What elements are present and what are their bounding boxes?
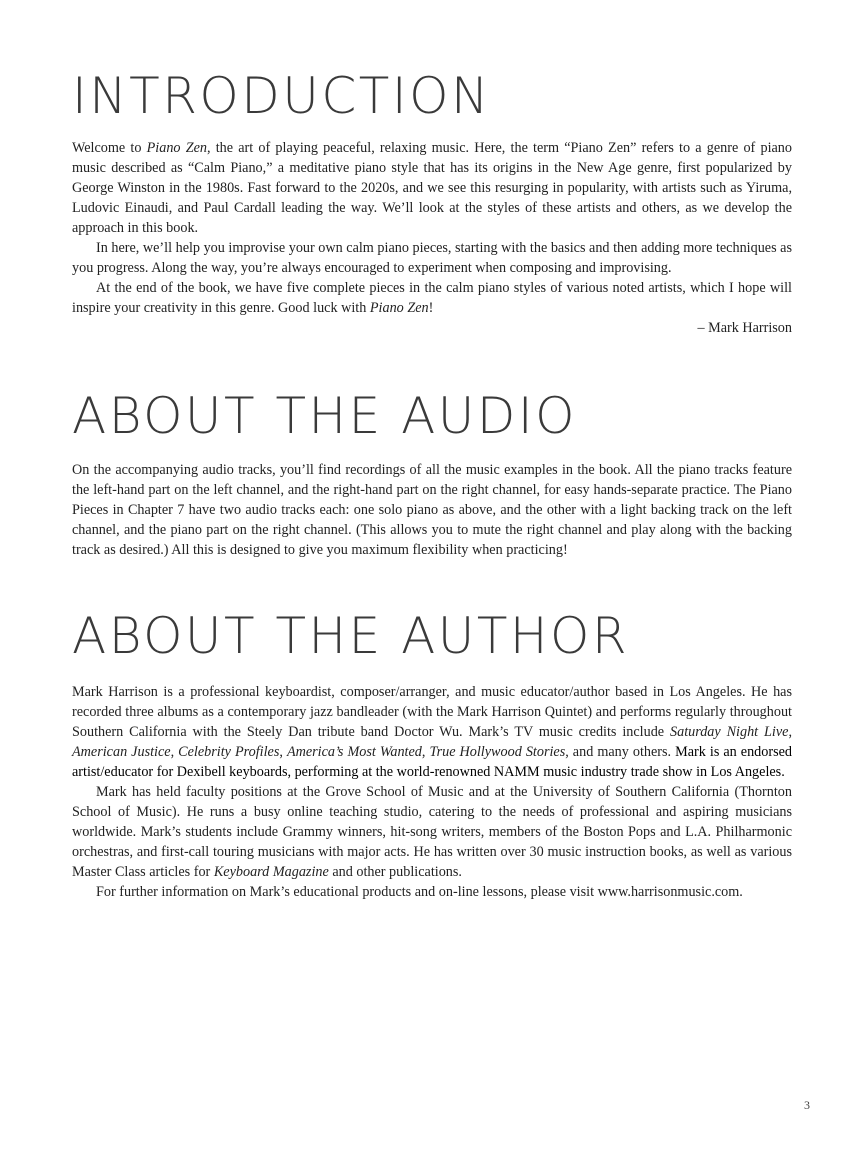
intro-p3-text-b: ! [428,300,434,316]
author-p1-text-c: Mark is an endorsed artist/educator for Dexibell keyboards, performing at the world-renowned NAMM music industry trade show in Los Angeles. [72,744,793,780]
author-p2-text-a: Mark has held faculty positions at the Grove School of Music and at the University of Southern California (Thornton School of Music). He runs a busy online teaching studio, catering to the needs of professional and aspiring musicians worldwide. Mark’s students include Grammy winners, hit-song writers, members of the Boston Pops and L.A. Philharmonic orchestras, and first-call touring musicians with major acts. He has written over 30 music instruction books, as well as various Master Class articles for [72,784,792,880]
signature: – Mark Harrison [697,320,792,336]
intro-p3-text-a: At the end of the book, we have five complete pieces in the calm piano styles of various noted artists, which I hope will inspire your creativity in this genre. Good luck with [72,280,792,316]
intro-paragraph-2: In here, we’ll help you improvise your own calm piano pieces, starting with the basics and then adding more techniques as you progress. Along the way, you’re always encouraged to experiment when composing and improvising. [72,240,792,276]
author-heading: ABOUT THE AUTHOR [72,607,630,665]
show-title: America’s Most Wanted [286,744,422,760]
show-title: True Hollywood Stories [429,744,566,760]
author-paragraph-3: For further information on Mark’s educational products and on-line lessons, please visit www.harrisonmusic.com. [96,884,743,900]
magazine-title: Keyboard Magazine [213,864,329,880]
author-paragraph-1: Mark Harrison is a professional keyboardist, composer/arranger, and music educator/author based in Los Angeles. He has recorded three albums as a contemporary jazz bandleader (with the Mark Harrison Quintet) and performs regularly throughout Southern California with the Steely Dan tribute band Doctor Wu. Mark’s TV music credits include Saturday Night Live, American Justice, Celebrity Profiles, America’s Most Wanted, True Hollywood Stories, and many others. Mark is an endorsed artist/educator for Dexibell keyboards, performing at the world-renowned NAMM music industry trade show in Los Angeles. [72,684,793,780]
intro-p3-title: Piano Zen [369,300,429,316]
author-section [72,682,792,902]
introduction-section [72,138,792,338]
intro-p1-text-b: , the art of playing peaceful, relaxing music. Here, the term “Piano Zen” refers to a genre of piano music described as “Calm Piano,” a meditative piano style that has its origins in the New Age genre, first popularized by George Winston in the 1980s. Fast forward to the 2020s, and we see this resurging in popularity, with artists such as Yiruma, Ludovic Einaudi, and Paul Cardall leading the way. We’ll look at the styles of these artists and others, as we develop the approach in this book. [72,140,792,236]
author-p1-text-b: , and many others. [565,744,676,760]
intro-paragraph-1 [72,138,792,238]
author-p1-text-a: Mark Harrison is a professional keyboardist, composer/arranger, and music educator/author based in Los Angeles. He has recorded three albums as a contemporary jazz bandleader (with the Mark Harrison Quintet) and performs regularly throughout Southern California with the Steely Dan tribute band Doctor Wu. Mark’s TV music credits include [72,684,792,740]
show-title: American Justice [72,744,171,760]
intro-paragraph-3 [72,278,792,318]
audio-paragraph-1: On the accompanying audio tracks, you’ll find recordings of all the music examples in the book. All the piano tracks feature the left-hand part on the left channel, and the right-hand part on the right channel, for easy hands-separate practice. The Piano Pieces in Chapter 7 have two audio tracks each: one solo piano as above, and the other with a light backing track on the left channel, and the piano part on the right channel. (This allows you to mute the right channel and play along with the backing track as desired.) All this is designed to give you maximum flexibility when practicing! [72,462,792,558]
show-title: Saturday Night Live [670,724,789,740]
intro-p1-title: Piano Zen [146,140,207,156]
audio-section [72,460,792,560]
page-number: 3 [804,1098,810,1112]
introduction-heading: INTRODUCTION [72,67,491,125]
audio-heading: ABOUT THE AUDIO [72,387,577,445]
show-title: Celebrity Profiles [178,744,280,760]
author-paragraph-2 [72,782,792,882]
intro-p1-text-a: Welcome to [72,140,147,156]
author-p2-text-b: and other publications. [328,864,462,880]
